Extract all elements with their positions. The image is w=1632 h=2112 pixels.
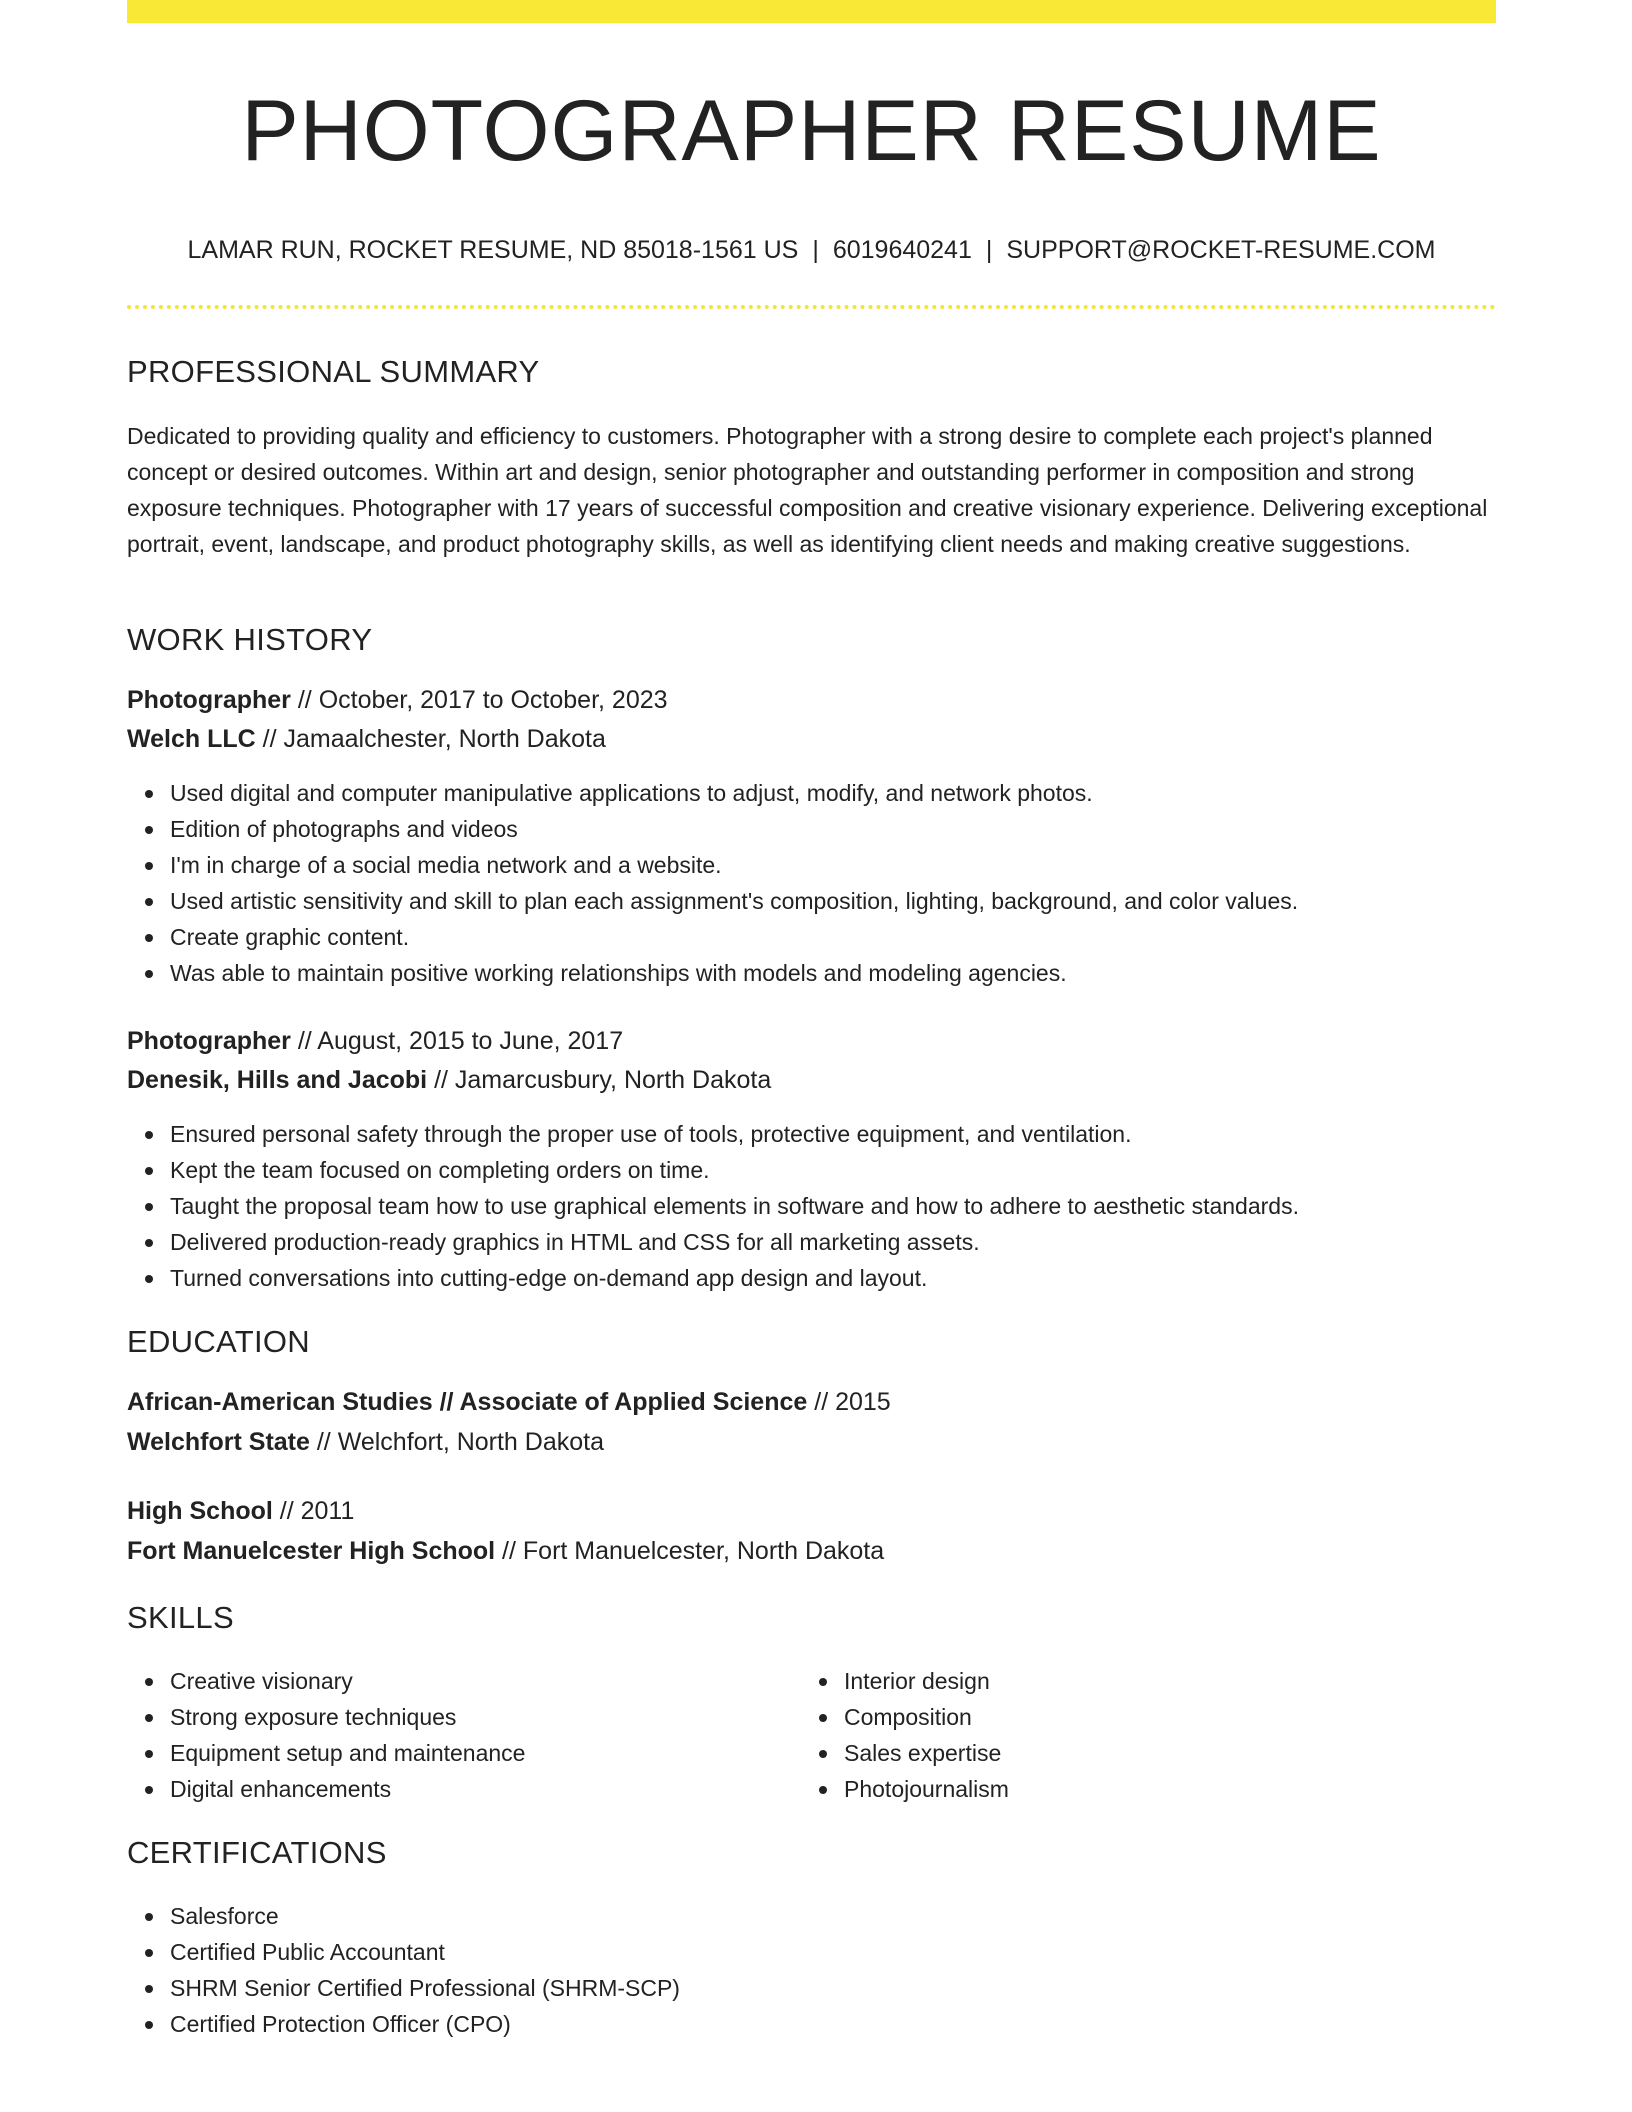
list-item: Delivered production-ready graphics in HTML and CSS for all marketing assets. — [127, 1224, 1299, 1260]
skills-list-left — [127, 1663, 525, 1807]
list-item: Used artistic sensitivity and skill to plan each assignment's composition, lighting, background, and color values. — [127, 883, 1298, 919]
work-history-heading: WORK HISTORY — [127, 622, 373, 657]
education-degree: High School — [127, 1497, 273, 1525]
resume-title: PHOTOGRAPHER RESUME — [241, 83, 1382, 179]
job-title: Photographer — [127, 1027, 291, 1055]
education-degree-line — [127, 1497, 354, 1526]
skill-item: Strong exposure techniques — [127, 1699, 525, 1735]
list-item: Kept the team focused on completing orders on time. — [127, 1152, 1299, 1188]
job-bullet-list — [127, 1116, 1299, 1296]
list-item: Create graphic content. — [127, 919, 1298, 955]
list-item: Turned conversations into cutting-edge on-demand app design and layout. — [127, 1260, 1299, 1296]
certifications-heading: CERTIFICATIONS — [127, 1835, 387, 1870]
education-degree-line — [127, 1388, 891, 1417]
accent-top-bar — [127, 0, 1496, 23]
contact-phone: 6019640241 — [832, 236, 972, 264]
job-dates: // October, 2017 to October, 2023 — [290, 686, 668, 714]
job-company: Denesik, Hills and Jacobi — [127, 1066, 428, 1094]
job-title-line — [127, 1027, 623, 1056]
contact-separator: | — [985, 236, 993, 264]
job-company-line — [127, 1066, 771, 1095]
skill-item: Equipment setup and maintenance — [127, 1735, 525, 1771]
job-location: // Jamarcusbury, North Dakota — [427, 1066, 772, 1094]
list-item: I'm in charge of a social media network and a website. — [127, 847, 1298, 883]
list-item: Edition of photographs and videos — [127, 811, 1298, 847]
list-item: Used digital and computer manipulative applications to adjust, modify, and network photos. — [127, 775, 1298, 811]
contact-separator: | — [812, 236, 819, 264]
education-school: Welchfort State — [127, 1428, 310, 1456]
summary-text: Dedicated to providing quality and efficiency to customers. Photographer with a strong desire to complete each project's planned concept or desired outcomes. Within art and design, senior photographer and outstanding performer in composition and strong exposure techniques. Photographer with 17 years of successful composition and creative visionary experience. Delivering exceptional portrait, event, landscape, and product photography skills, as well as identifying client needs and making creative suggestions. — [127, 423, 1488, 557]
job-title: Photographer — [127, 686, 291, 714]
dotted-divider — [127, 305, 1496, 309]
certification-item: SHRM Senior Certified Professional (SHRM-SCP) — [127, 1970, 680, 2006]
certification-item: Salesforce — [127, 1898, 680, 1934]
summary-heading: PROFESSIONAL SUMMARY — [127, 354, 540, 389]
skill-item: Creative visionary — [127, 1663, 525, 1699]
skill-item: Digital enhancements — [127, 1771, 525, 1807]
job-company-line — [127, 725, 606, 754]
job-dates: // August, 2015 to June, 2017 — [290, 1027, 624, 1055]
education-school-line — [127, 1428, 604, 1457]
education-location: // Fort Manuelcester, North Dakota — [495, 1537, 885, 1565]
job-location: // Jamaalchester, North Dakota — [255, 725, 606, 753]
skill-item: Photojournalism — [801, 1771, 1009, 1807]
job-company: Welch LLC — [127, 725, 256, 753]
skill-item: Interior design — [801, 1663, 1009, 1699]
contact-address: LAMAR RUN, ROCKET RESUME, ND 85018-1561 US — [187, 236, 799, 264]
skills-heading: SKILLS — [127, 1600, 234, 1635]
contact-line — [127, 236, 1496, 265]
skills-list-right — [801, 1663, 1009, 1807]
skill-item: Composition — [801, 1699, 1009, 1735]
education-location: // Welchfort, North Dakota — [309, 1428, 604, 1456]
certification-item: Certified Public Accountant — [127, 1934, 680, 1970]
education-year: // 2011 — [272, 1497, 355, 1525]
list-item: Ensured personal safety through the proper use of tools, protective equipment, and ventilation. — [127, 1116, 1299, 1152]
job-title-line — [127, 686, 668, 715]
education-degree: African-American Studies // Associate of Applied Science — [127, 1388, 808, 1416]
education-year: // 2015 — [807, 1388, 891, 1416]
certification-item: Certified Protection Officer (CPO) — [127, 2006, 680, 2042]
list-item: Was able to maintain positive working relationships with models and modeling agencies. — [127, 955, 1298, 991]
certifications-list — [127, 1898, 680, 2042]
education-school-line — [127, 1537, 884, 1566]
education-school: Fort Manuelcester High School — [127, 1537, 496, 1565]
contact-email: SUPPORT@ROCKET-RESUME.COM — [1006, 236, 1436, 264]
list-item: Taught the proposal team how to use graphical elements in software and how to adhere to aesthetic standards. — [127, 1188, 1299, 1224]
skill-item: Sales expertise — [801, 1735, 1009, 1771]
education-heading: EDUCATION — [127, 1324, 310, 1359]
job-bullet-list — [127, 775, 1298, 991]
